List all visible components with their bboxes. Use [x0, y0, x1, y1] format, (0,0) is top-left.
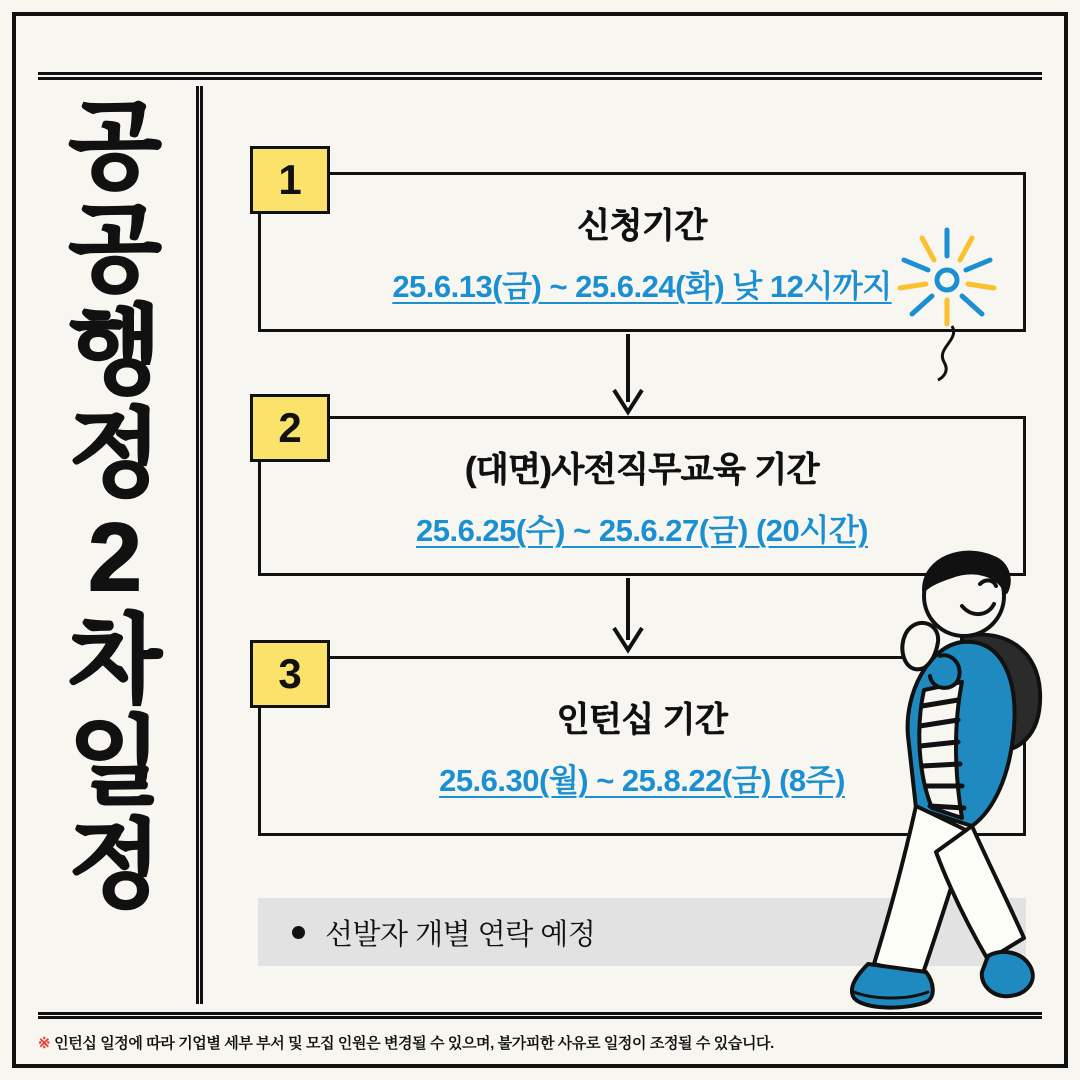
title-char-1: 공 [68, 93, 162, 200]
page-title [42, 93, 188, 996]
step-title-2: (대면)사전직무교육 기간 [464, 451, 820, 489]
bullet-icon [292, 926, 305, 939]
title-char-5: 2 [88, 503, 142, 611]
asterisk-icon: ※ [38, 1035, 51, 1052]
down-arrow-icon [608, 576, 648, 662]
title-char-3: 행 [68, 298, 162, 406]
footnote [38, 1032, 1048, 1053]
divider-vertical [196, 86, 203, 1004]
footnote-text: 인턴십 일정에 따라 기업별 세부 부서 및 모집 인원은 변경될 수 있으며, 불가피한 사유로 일정이 조정될 수 있습니다. [54, 1035, 774, 1052]
title-char-2: 공 [68, 195, 162, 303]
title-char-8: 정 [68, 812, 162, 920]
step-number-badge-3: 3 [250, 640, 330, 708]
note-text: 선발자 개별 연락 예정 [325, 918, 596, 951]
step-number-badge-1: 1 [250, 146, 330, 214]
title-char-7: 일 [68, 709, 162, 817]
step-date-1: 25.6.13(금) ~ 25.6.24(화) 낮 12시까지 [392, 269, 892, 304]
title-char-4: 정 [68, 401, 162, 509]
title-char-6: 차 [68, 606, 162, 714]
step-date-3: 25.6.30(월) ~ 25.8.22(금) (8주) [439, 763, 845, 798]
step-number-badge-2: 2 [250, 394, 330, 462]
step-title-1: 신청기간 [577, 207, 707, 245]
walking-student-illustration [812, 540, 1064, 1020]
step-title-3: 인턴십 기간 [556, 701, 728, 739]
down-arrow-icon [608, 332, 648, 418]
divider-top [38, 72, 1042, 80]
sparkle-icon [892, 222, 1002, 382]
step-date-2: 25.6.25(수) ~ 25.6.27(금) (20시간) [415, 513, 868, 548]
